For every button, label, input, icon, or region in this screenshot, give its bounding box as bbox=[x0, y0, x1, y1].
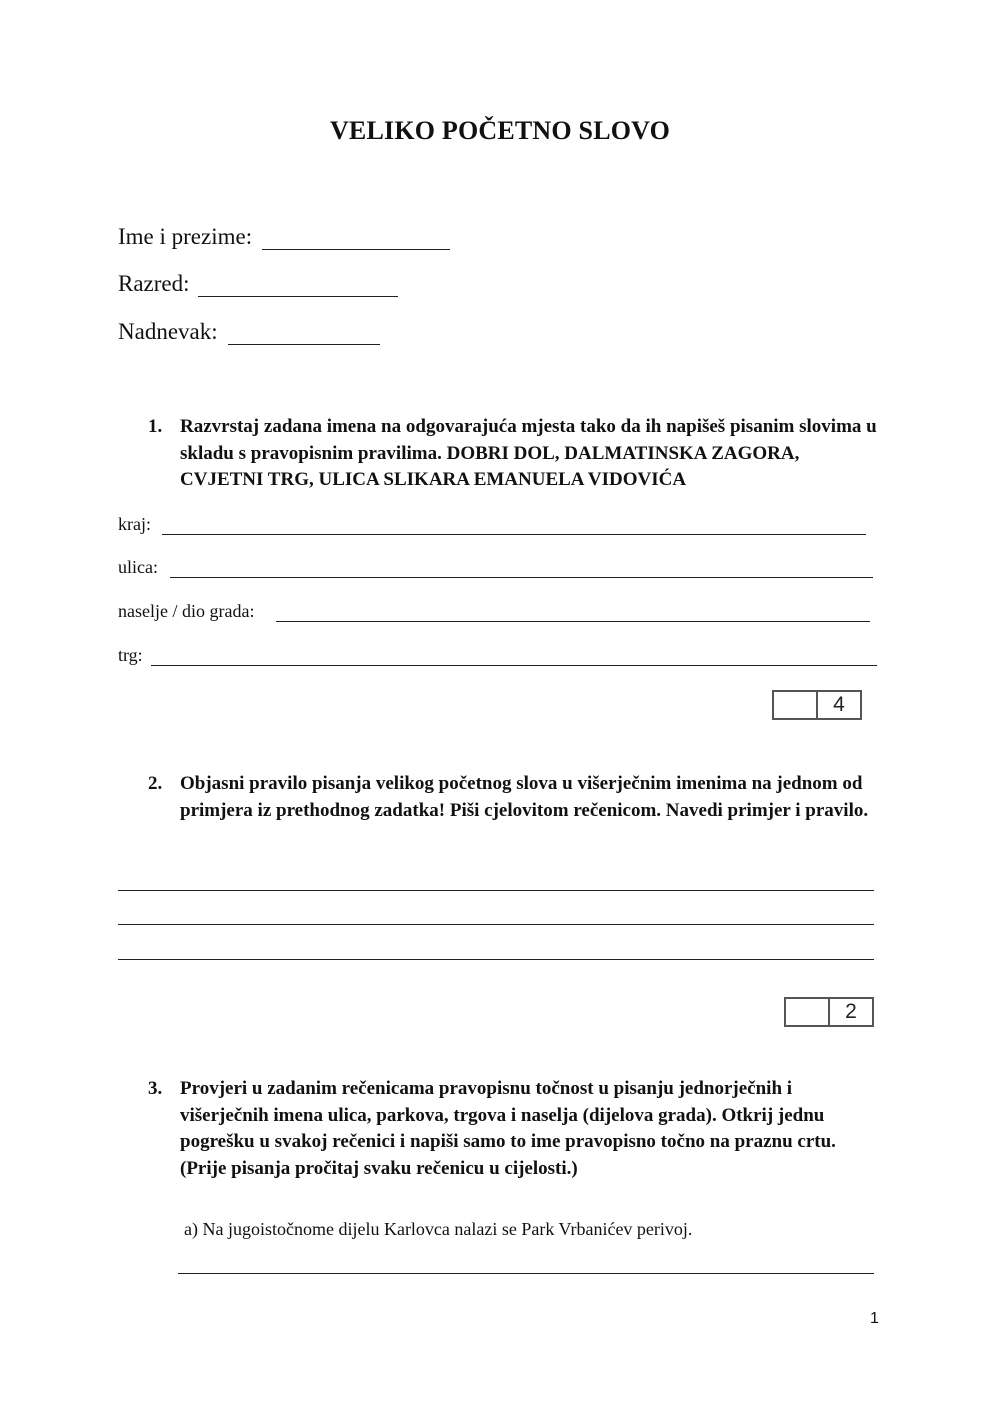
field-trg-line[interactable] bbox=[151, 665, 877, 666]
name-input-line[interactable] bbox=[262, 249, 450, 250]
task-2 bbox=[148, 771, 888, 851]
score-box-task-2-blank[interactable] bbox=[786, 999, 830, 1025]
class-field-row bbox=[118, 271, 190, 297]
date-label: Nadnevak: bbox=[118, 319, 218, 344]
field-trg-label: trg: bbox=[118, 645, 143, 665]
task-1 bbox=[148, 414, 888, 494]
class-input-line[interactable] bbox=[198, 296, 398, 297]
task-3-number: 3. bbox=[148, 1078, 163, 1099]
answer-line-task-2[interactable] bbox=[118, 890, 874, 891]
field-kraj-label: kraj: bbox=[118, 514, 151, 534]
task-1-number: 1. bbox=[148, 416, 163, 437]
answer-line-task-3a[interactable] bbox=[178, 1273, 874, 1274]
field-ulica-line[interactable] bbox=[170, 577, 873, 578]
score-box-task-1-blank[interactable] bbox=[774, 692, 818, 718]
score-box-task-2 bbox=[784, 997, 874, 1027]
name-label: Ime i prezime: bbox=[118, 224, 253, 249]
field-naselje-label: naselje / dio grada: bbox=[118, 601, 255, 621]
field-kraj-line[interactable] bbox=[162, 534, 866, 535]
score-box-task-1-points: 4 bbox=[833, 693, 845, 716]
task-2-number: 2. bbox=[148, 773, 163, 794]
task-3-text: Provjeri u zadanim rečenicama pravopisnu točnost u pisanju jednorječnih i višerječnih imena ulica, parkova, trgova i naselja (dijelova grada). Otkrij jednu pogrešku u svakoj rečenici i napiši samo to ime pravopisno točno na praznu crtu. (Prije pisanja pročitaj svaku rečenicu u cijelosti.) bbox=[180, 1078, 836, 1179]
field-naselje-line[interactable] bbox=[276, 621, 870, 622]
field-ulica-label: ulica: bbox=[118, 557, 158, 577]
answer-line-task-2[interactable] bbox=[118, 924, 874, 925]
name-field-row bbox=[118, 224, 252, 250]
task-1-text: Razvrstaj zadana imena na odgovarajuća mjesta tako da ih napišeš pisanim slovima u skladu s pravopisnim pravilima. DOBRI DOL, DALMATINSKA ZAGORA, CVJETNI TRG, ULICA SLIKARA EMANUELA VIDOVIĆA bbox=[180, 416, 877, 490]
score-box-task-1 bbox=[772, 690, 862, 720]
answer-line-task-2[interactable] bbox=[118, 959, 874, 960]
date-field-row bbox=[118, 319, 218, 345]
date-input-line[interactable] bbox=[228, 344, 380, 345]
page-title: VELIKO POČETNO SLOVO bbox=[329, 116, 671, 145]
score-box-task-2-points: 2 bbox=[845, 1000, 857, 1023]
task-3-sentence-a: a) Na jugoistočnome dijelu Karlovca nalazi se Park Vrbanićev perivoj. bbox=[184, 1219, 693, 1239]
page-number: 1 bbox=[870, 1310, 879, 1327]
class-label: Razred: bbox=[118, 271, 190, 296]
task-3 bbox=[148, 1076, 888, 1186]
task-2-text: Objasni pravilo pisanja velikog početnog slova u višerječnim imenima na jednom od primjera iz prethodnog zadatka! Piši cjelovitom rečenicom. Navedi primjer i pravilo. bbox=[180, 773, 869, 821]
